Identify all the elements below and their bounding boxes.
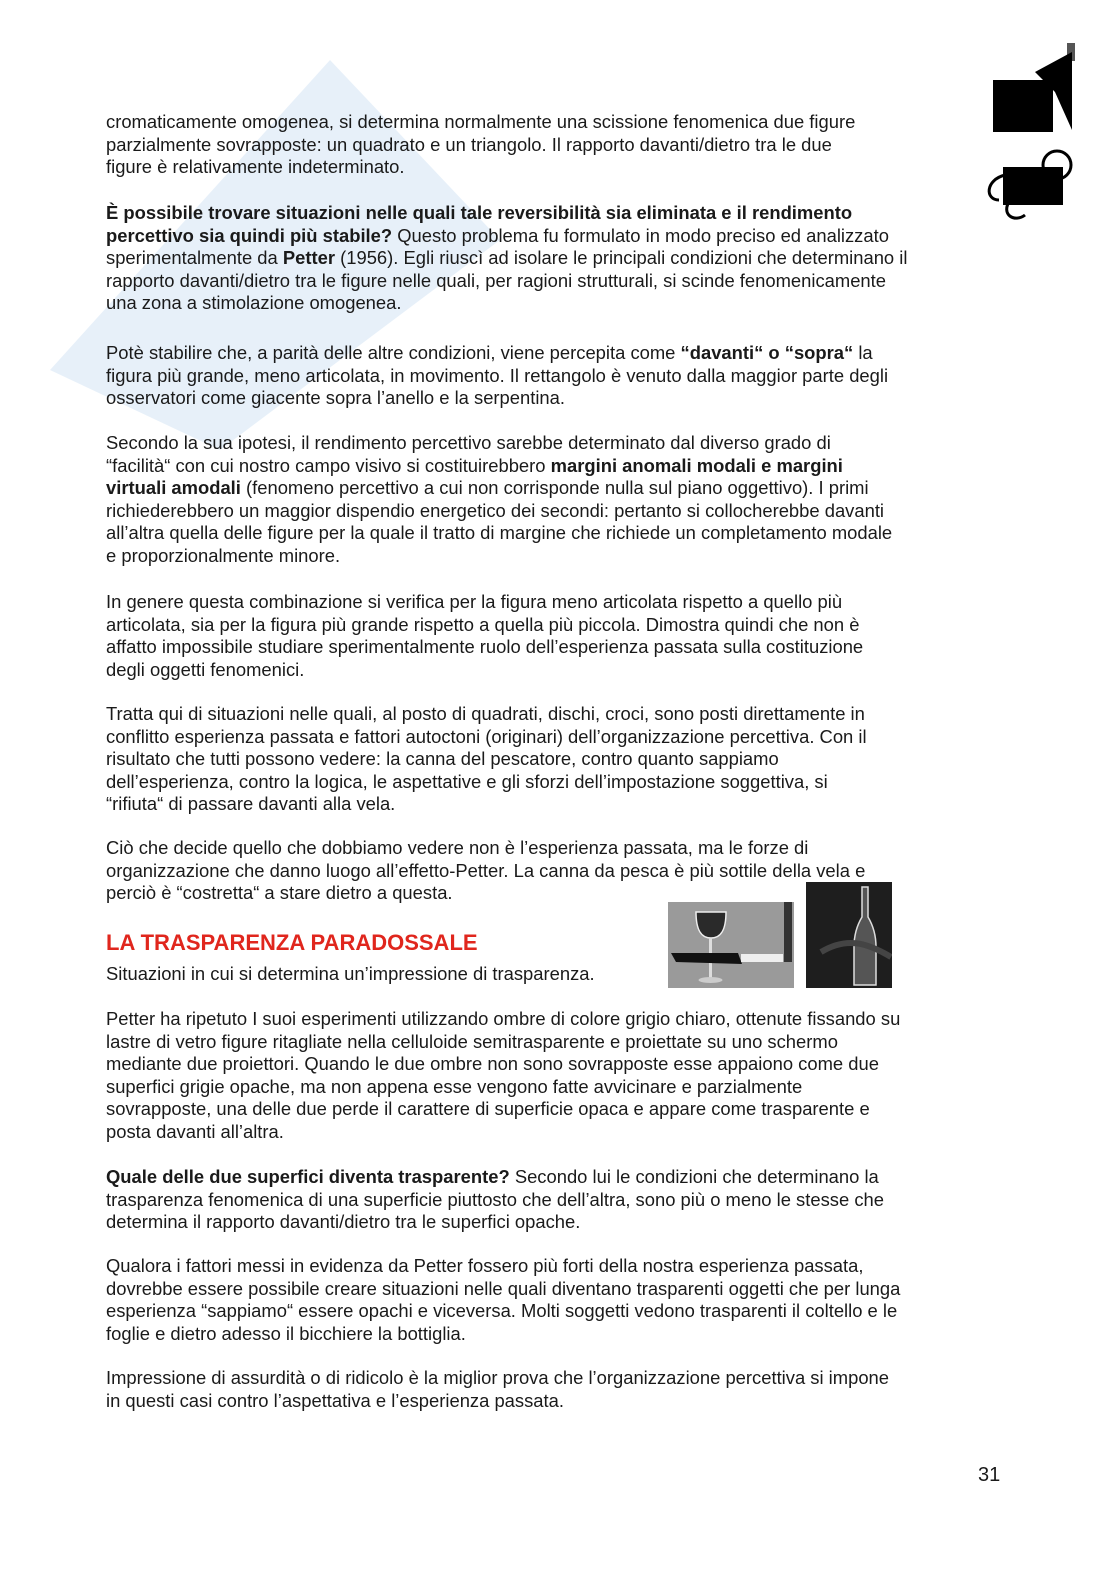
text-segment: organizzazione che danno luogo all’effetto-Petter. La canna da pesca è più sottile della vela e [106, 859, 866, 881]
text-segment: affatto impossibile studiare sperimentalmente ruolo dell’esperienza passata sulla costituzione [106, 636, 864, 657]
bold-text: Quale delle due superfici diventa trasparente? [106, 1166, 510, 1187]
bold-text: virtuali amodali [106, 477, 241, 498]
text-line [106, 545, 892, 568]
paragraph [106, 1367, 889, 1412]
text-segment: “facilità“ con cui nostro campo visivo si costituirebbero [106, 454, 551, 476]
text-segment: (fenomeno percettivo a cui non corrisponde nulla sul piano oggettivo). I primi [240, 477, 869, 498]
text-line [106, 726, 867, 749]
text-segment: Situazioni in cui si determina un’impressione di trasparenza. [106, 963, 595, 984]
text-segment: dovrebbe essere possibile creare situazioni nelle quali diventano trasparenti oggetti che per lunga [106, 1277, 901, 1299]
text-line [106, 432, 892, 455]
text-segment: conflitto esperienza passata e fattori autoctoni (originari) dell’organizzazione percettiva. Con il [106, 725, 867, 747]
text-line [106, 1076, 900, 1099]
text-segment: trasparenza fenomenica di una superficie piuttosto che dell’altra, sono più o meno le stesse che [106, 1188, 884, 1210]
bold-text: È possibile trovare situazioni nelle quali tale reversibilità sia eliminata e il rendimento [106, 202, 853, 223]
text-line [106, 455, 892, 478]
text-segment: Questo problema fu formulato in modo preciso ed analizzato [392, 224, 889, 246]
text-segment: e proporzionalmente minore. [106, 544, 341, 566]
section-heading: LA TRASPARENZA PARADOSSALE [106, 930, 478, 955]
text-segment: foglie e dietro adesso il bicchiere la bottiglia. [106, 1322, 466, 1344]
text-line [106, 522, 892, 545]
text-segment: articolata, sia per la figura più grande rispetto a quella più piccola. Dimostra quindi che non è [106, 613, 860, 635]
text-segment: sperimentalmente da [106, 247, 283, 268]
text-segment: richiederebbero un maggior dispendio energetico dei secondi: pertanto si collocherebbe davanti [106, 499, 885, 521]
paragraph [106, 837, 865, 905]
text-line [106, 793, 867, 816]
text-line [106, 1031, 900, 1054]
text-segment: “rifiuta“ di passare davanti alla vela. [106, 793, 396, 814]
text-segment: all’altra quella delle figure per la quale il tratto di margine che richiede un completamento modale [106, 522, 893, 543]
text-segment: dell’esperienza, contro la logica, le aspettative e gli sforzi dell’impostazione soggettiva, si [106, 770, 828, 792]
text-line [106, 477, 892, 500]
text-line [106, 1323, 900, 1346]
paragraph [106, 432, 892, 567]
text-line [106, 1211, 884, 1234]
paragraph [106, 703, 867, 816]
paragraph [106, 111, 855, 179]
text-line [106, 342, 888, 365]
text-segment: sovrapposte, una delle due perde il carattere di superficie opaca e appare come trasparente e [106, 1098, 870, 1119]
text-line [106, 1121, 900, 1144]
text-line [106, 500, 892, 523]
text-line [106, 134, 855, 157]
text-segment: In genere questa combinazione si verifica per la figura meno articolata rispetto a quello più [106, 591, 843, 612]
text-line [106, 270, 907, 293]
text-line [106, 1098, 900, 1121]
text-segment: lastre di vetro figure ritagliate nella celluloide semitrasparente e proiettate su uno schermo [106, 1030, 838, 1052]
text-line [106, 156, 855, 179]
text-segment: una zona a stimolazione omogenea. [106, 292, 402, 313]
text-line [106, 636, 863, 659]
text-line [106, 1367, 889, 1390]
bold-text: margini anomali modali e margini [550, 454, 843, 476]
text-segment: superfici grigie opache, ma non appena esse vengono fatte avvicinare e parzialmente [106, 1075, 803, 1097]
glass-knife-photo [668, 902, 794, 988]
text-line [106, 202, 907, 225]
text-segment: figura più grande, meno articolata, in movimento. Il rettangolo è venuto dalla maggior parte degli [106, 364, 889, 386]
text-line [106, 860, 865, 883]
text-segment: risultato che tutti possono vedere: la canna del pescatore, contro quanto sappiamo [106, 748, 779, 769]
text-segment: esperienza “sappiamo“ essere opachi e viceversa. Molti soggetti vedono trasparenti il coltello e le [106, 1300, 898, 1321]
text-segment: perciò è “costretta“ a stare dietro a questa. [106, 882, 453, 903]
text-segment: (1956). Egli riuscì ad isolare le principali condizioni che determinano il [335, 247, 908, 268]
text-line [106, 771, 867, 794]
rectangle-ring-figure [985, 145, 1085, 225]
text-segment: Ciò che decide quello che dobbiamo vedere non è l’esperienza passata, ma le forze di [106, 837, 809, 858]
text-segment: cromaticamente omogenea, si determina normalmente una scissione fenomenica due figure [106, 111, 856, 132]
text-line [106, 1166, 884, 1189]
text-segment: rapporto davanti/dietro tra le figure nelle quali, per ragioni strutturali, si scinde fenomenicamente [106, 269, 886, 291]
text-segment: degli oggetti fenomenici. [106, 658, 305, 680]
paragraph [106, 591, 863, 681]
square-triangle-figure [985, 40, 1085, 140]
text-line [106, 365, 888, 388]
text-line [106, 748, 867, 771]
text-segment: parzialmente sovrapposte: un quadrato e un triangolo. Il rapporto davanti/dietro tra le due [106, 133, 832, 155]
text-line [106, 1008, 900, 1031]
text-line [106, 1189, 884, 1212]
bottle-leaves-photo [806, 882, 892, 988]
text-line [106, 292, 907, 315]
text-line [106, 837, 865, 860]
text-line [106, 1390, 889, 1413]
text-line [106, 1255, 900, 1278]
text-segment: Secondo lui le condizioni che determinano la [509, 1166, 879, 1187]
text-segment: Qualora i fattori messi in evidenza da Petter fossero più forti della nostra esperienza passata, [106, 1255, 864, 1276]
text-segment: osservatori come giacente sopra l’anello e la serpentina. [106, 387, 566, 408]
text-line [106, 387, 888, 410]
text-line [106, 111, 855, 134]
paragraph [106, 202, 907, 315]
bold-text: percettivo sia quindi più stabile? [106, 224, 393, 246]
text-segment: la [853, 342, 873, 363]
section-subtitle [106, 963, 595, 986]
text-line [106, 659, 863, 682]
paragraph [106, 1255, 900, 1345]
text-line [106, 1278, 900, 1301]
text-segment: Secondo la sua ipotesi, il rendimento percettivo sarebbe determinato dal diverso grado di [106, 432, 831, 453]
paragraph [106, 1166, 884, 1234]
text-segment: posta davanti all’altra. [106, 1120, 284, 1142]
text-segment: figure è relativamente indeterminato. [106, 156, 405, 177]
text-segment: Potè stabilire che, a parità delle altre condizioni, viene percepita come [106, 342, 681, 363]
text-line [106, 963, 595, 986]
bold-text: “davanti“ o “sopra“ [680, 342, 854, 363]
text-line [106, 225, 907, 248]
text-segment: Petter ha ripetuto I suoi esperimenti utilizzando ombre di colore grigio chiaro, ottenute fissando su [106, 1008, 901, 1029]
text-line [106, 614, 863, 637]
paragraph [106, 342, 888, 410]
text-segment: Tratta qui di situazioni nelle quali, al posto di quadrati, dischi, croci, sono posti direttamente in [106, 703, 865, 724]
text-segment: in questi casi contro l’aspettativa e l’esperienza passata. [106, 1389, 564, 1411]
text-segment: mediante due proiettori. Quando le due ombre non sono sovrapposte esse appaiono come due [106, 1053, 879, 1074]
text-line [106, 247, 907, 270]
page-number: 31 [978, 1464, 1001, 1486]
text-line [106, 591, 863, 614]
text-line [106, 1053, 900, 1076]
text-line [106, 1300, 900, 1323]
bold-text: Petter [282, 247, 335, 268]
text-line [106, 703, 867, 726]
paragraph [106, 1008, 900, 1143]
text-segment: Impressione di assurdità o di ridicolo è la miglior prova che l’organizzazione percettiva si impone [106, 1367, 890, 1388]
text-segment: determina il rapporto davanti/dietro tra le superfici opache. [106, 1211, 581, 1232]
